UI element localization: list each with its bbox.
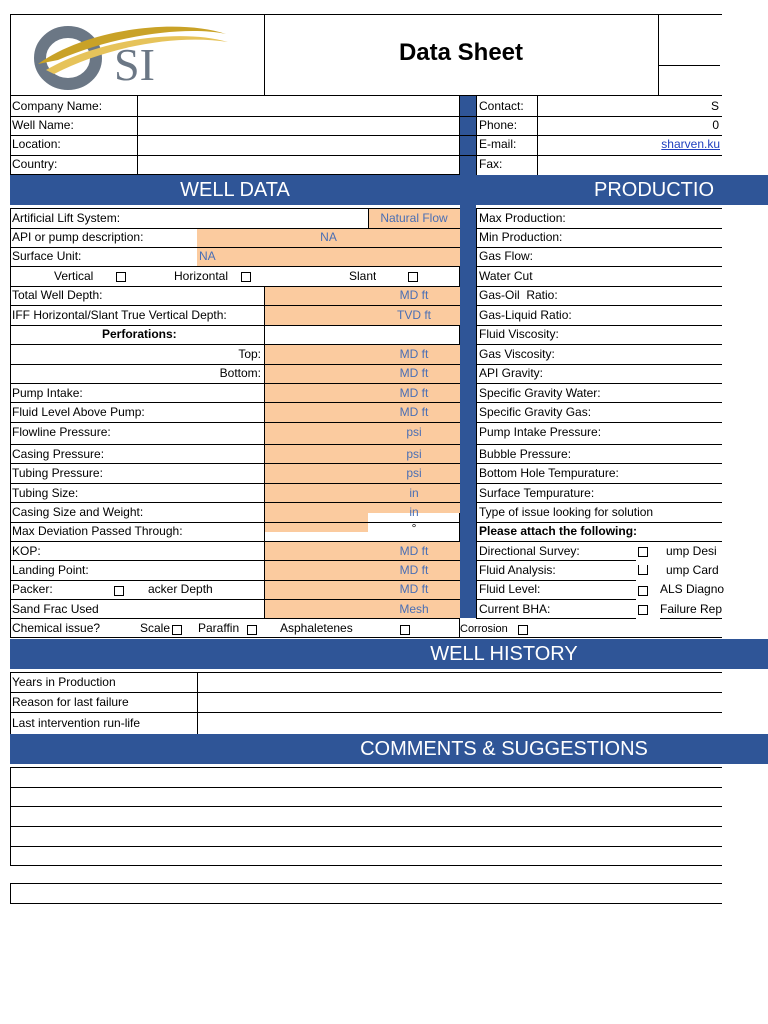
label-kop: KOP:: [12, 544, 41, 558]
label-bubble: Bubble Pressure:: [479, 447, 572, 461]
footer-box[interactable]: [10, 883, 722, 904]
label-gas-viscosity: Gas Viscosity:: [479, 347, 555, 361]
section-header-production: [476, 175, 768, 205]
label-als-diagnostic: ALS Diagno: [660, 582, 725, 596]
input-company-name[interactable]: [138, 97, 460, 116]
label-issue: Type of issue looking for solution: [479, 505, 654, 519]
label-packer-depth: acker Depth: [148, 582, 213, 596]
label-surface-unit: Surface Unit:: [12, 249, 82, 263]
field-surface-unit[interactable]: [197, 247, 460, 266]
label-company-name: Company Name:: [12, 99, 103, 113]
label-last-intervention: Last intervention run-life: [12, 716, 141, 730]
page-title: Data Sheet: [398, 39, 524, 66]
divider: [10, 325, 460, 326]
label-bht: Bottom Hole Tempurature:: [479, 466, 619, 480]
label-tubing-pressure: Tubing Pressure:: [12, 466, 103, 480]
unit-psi: psi: [406, 425, 422, 439]
checkbox-vertical[interactable]: [116, 272, 126, 282]
label-landing: Landing Point:: [12, 563, 89, 577]
label-glr: Gas-Liquid Ratio:: [479, 308, 572, 322]
checkbox-fluid-analysis[interactable]: [638, 565, 648, 575]
checkbox-paraffin[interactable]: [247, 625, 257, 635]
input-last-intervention[interactable]: [198, 713, 720, 733]
label-total-depth: Total Well Depth:: [12, 288, 103, 302]
input-fax[interactable]: [538, 155, 720, 174]
checkbox-scale[interactable]: [172, 625, 182, 635]
unit-md-ft: MD ft: [399, 582, 429, 596]
label-pump-design: ump Desi: [666, 544, 717, 558]
label-perforations: Perforations:: [102, 327, 177, 341]
divider: [10, 806, 722, 807]
chemical-row: [10, 618, 722, 638]
unit-md-ft: MD ft: [399, 386, 429, 400]
divider: [10, 767, 722, 768]
unit-psi: psi: [406, 447, 422, 461]
label-artificial-lift: Artificial Lift System:: [12, 211, 121, 225]
unit-md-ft: MD ft: [399, 288, 429, 302]
unit-tvd-ft: TVD ft: [396, 308, 431, 322]
label-min-production: Min Production:: [479, 230, 563, 244]
label-api-pump: API or pump description:: [12, 230, 144, 244]
logo-text: SI: [114, 39, 155, 90]
label-flowline: Flowline Pressure:: [12, 425, 111, 439]
label-location: Location:: [12, 137, 61, 151]
label-current-bha: Current BHA:: [479, 602, 551, 616]
checkbox-directional-survey[interactable]: [638, 547, 648, 557]
contact-value[interactable]: S: [710, 99, 719, 113]
unit-md-ft: MD ft: [399, 347, 429, 361]
label-vertical: Vertical: [54, 269, 94, 283]
label-well-name: Well Name:: [12, 118, 74, 132]
checkbox-corrosion[interactable]: [518, 625, 528, 635]
label-contact: Contact:: [479, 99, 524, 113]
value-artificial-lift: Natural Flow: [380, 211, 448, 225]
label-casing-size: Casing Size and Weight:: [12, 505, 144, 519]
label-phone: Phone:: [479, 118, 518, 132]
unit-md-ft: MD ft: [399, 563, 429, 577]
label-years-in-production: Years in Production: [12, 675, 116, 689]
unit-md-ft: MD ft: [399, 544, 429, 558]
label-paraffin: Paraffin: [198, 621, 240, 635]
section-title: COMMENTS & SUGGESTIONS: [360, 738, 648, 760]
section-header-well-history: [10, 639, 768, 669]
label-country: Country:: [12, 157, 58, 171]
label-gor: Gas-Oil Ratio:: [479, 288, 558, 302]
label-pip: Pump Intake Pressure:: [479, 425, 602, 439]
unit-in: in: [409, 505, 419, 519]
label-max-production: Max Production:: [479, 211, 566, 225]
checkbox-horizontal[interactable]: [241, 272, 251, 282]
value-api-pump: NA: [320, 230, 337, 244]
checkbox-slant[interactable]: [408, 272, 418, 282]
section-title: PRODUCTIO: [594, 179, 714, 201]
company-logo: [28, 20, 238, 92]
label-water-cut: Water Cut: [479, 269, 533, 283]
input-reason-last-failure[interactable]: [198, 693, 720, 712]
label-pump-intake: Pump Intake:: [12, 386, 83, 400]
label-horizontal: Horizontal: [174, 269, 229, 283]
value-surface-unit: NA: [199, 249, 216, 263]
divider: [10, 865, 722, 866]
label-iff: IFF Horizontal/Slant True Vertical Depth:: [12, 308, 227, 322]
label-chemical: Chemical issue?: [12, 621, 101, 635]
label-top: Top:: [238, 347, 261, 361]
unit-degree: °: [411, 521, 417, 535]
label-slant: Slant: [349, 269, 377, 283]
unit-psi: psi: [406, 466, 422, 480]
label-api-gravity: API Gravity:: [479, 366, 544, 380]
input-country[interactable]: [138, 155, 460, 174]
checkbox-fluid-level[interactable]: [638, 586, 648, 596]
unit-in: in: [409, 486, 419, 500]
divider: [658, 65, 720, 66]
section-title: WELL HISTORY: [430, 643, 578, 665]
divider: [10, 826, 722, 827]
divider: [10, 846, 722, 847]
phone-value[interactable]: 0: [712, 118, 719, 132]
label-sg-gas: Specific Gravity Gas:: [479, 405, 592, 419]
checkbox-asphaltenes[interactable]: [400, 625, 410, 635]
section-title: WELL DATA: [180, 179, 290, 201]
label-reason-last-failure: Reason for last failure: [12, 695, 129, 709]
divider: [264, 286, 265, 618]
label-email: E-mail:: [479, 137, 517, 151]
label-packer: Packer:: [12, 582, 53, 596]
input-location[interactable]: [138, 135, 460, 154]
label-gas-flow: Gas Flow:: [479, 249, 534, 263]
label-tubing-size: Tubing Size:: [12, 486, 79, 500]
label-failure-report: Failure Rep: [660, 602, 723, 616]
label-corrosion: Corrosion: [460, 623, 508, 635]
input-years-in-production[interactable]: [198, 673, 720, 692]
label-scale: Scale: [140, 621, 171, 635]
label-directional-survey: Directional Survey:: [479, 544, 580, 558]
divider: [10, 787, 722, 788]
label-pump-card: ump Card: [666, 563, 719, 577]
checkbox-packer[interactable]: [114, 586, 124, 596]
label-fax: Fax:: [479, 157, 503, 171]
unit-mesh: Mesh: [399, 602, 429, 616]
label-fluid-analysis: Fluid Analysis:: [479, 563, 556, 577]
label-sg-water: Specific Gravity Water:: [479, 386, 601, 400]
label-attach: Please attach the following:: [479, 524, 638, 538]
label-asphaltenes: Asphaletenes: [280, 621, 353, 635]
label-fluid-viscosity: Fluid Viscosity:: [479, 327, 559, 341]
label-sand-frac: Sand Frac Used: [12, 602, 99, 616]
section-header-comments: [10, 734, 768, 764]
unit-md-ft: MD ft: [399, 405, 429, 419]
divider: [658, 14, 659, 96]
osi-logo-icon: [28, 20, 238, 92]
blue-separator: [460, 96, 476, 618]
comments-box[interactable]: [10, 767, 722, 866]
email-link[interactable]: sharven.ku: [661, 137, 720, 151]
checkbox-current-bha[interactable]: [638, 605, 648, 615]
input-well-name[interactable]: [138, 116, 460, 135]
label-fluid-level: Fluid Level:: [479, 582, 541, 596]
label-st: Surface Tempurature:: [479, 486, 595, 500]
label-fluid-level: Fluid Level Above Pump:: [12, 405, 145, 419]
unit-md-ft: MD ft: [399, 366, 429, 380]
label-casing-pressure: Casing Pressure:: [12, 447, 105, 461]
label-bottom: Bottom:: [219, 366, 261, 380]
label-max-deviation: Max Deviation Passed Through:: [12, 524, 183, 538]
section-header-well-data: [10, 175, 460, 205]
